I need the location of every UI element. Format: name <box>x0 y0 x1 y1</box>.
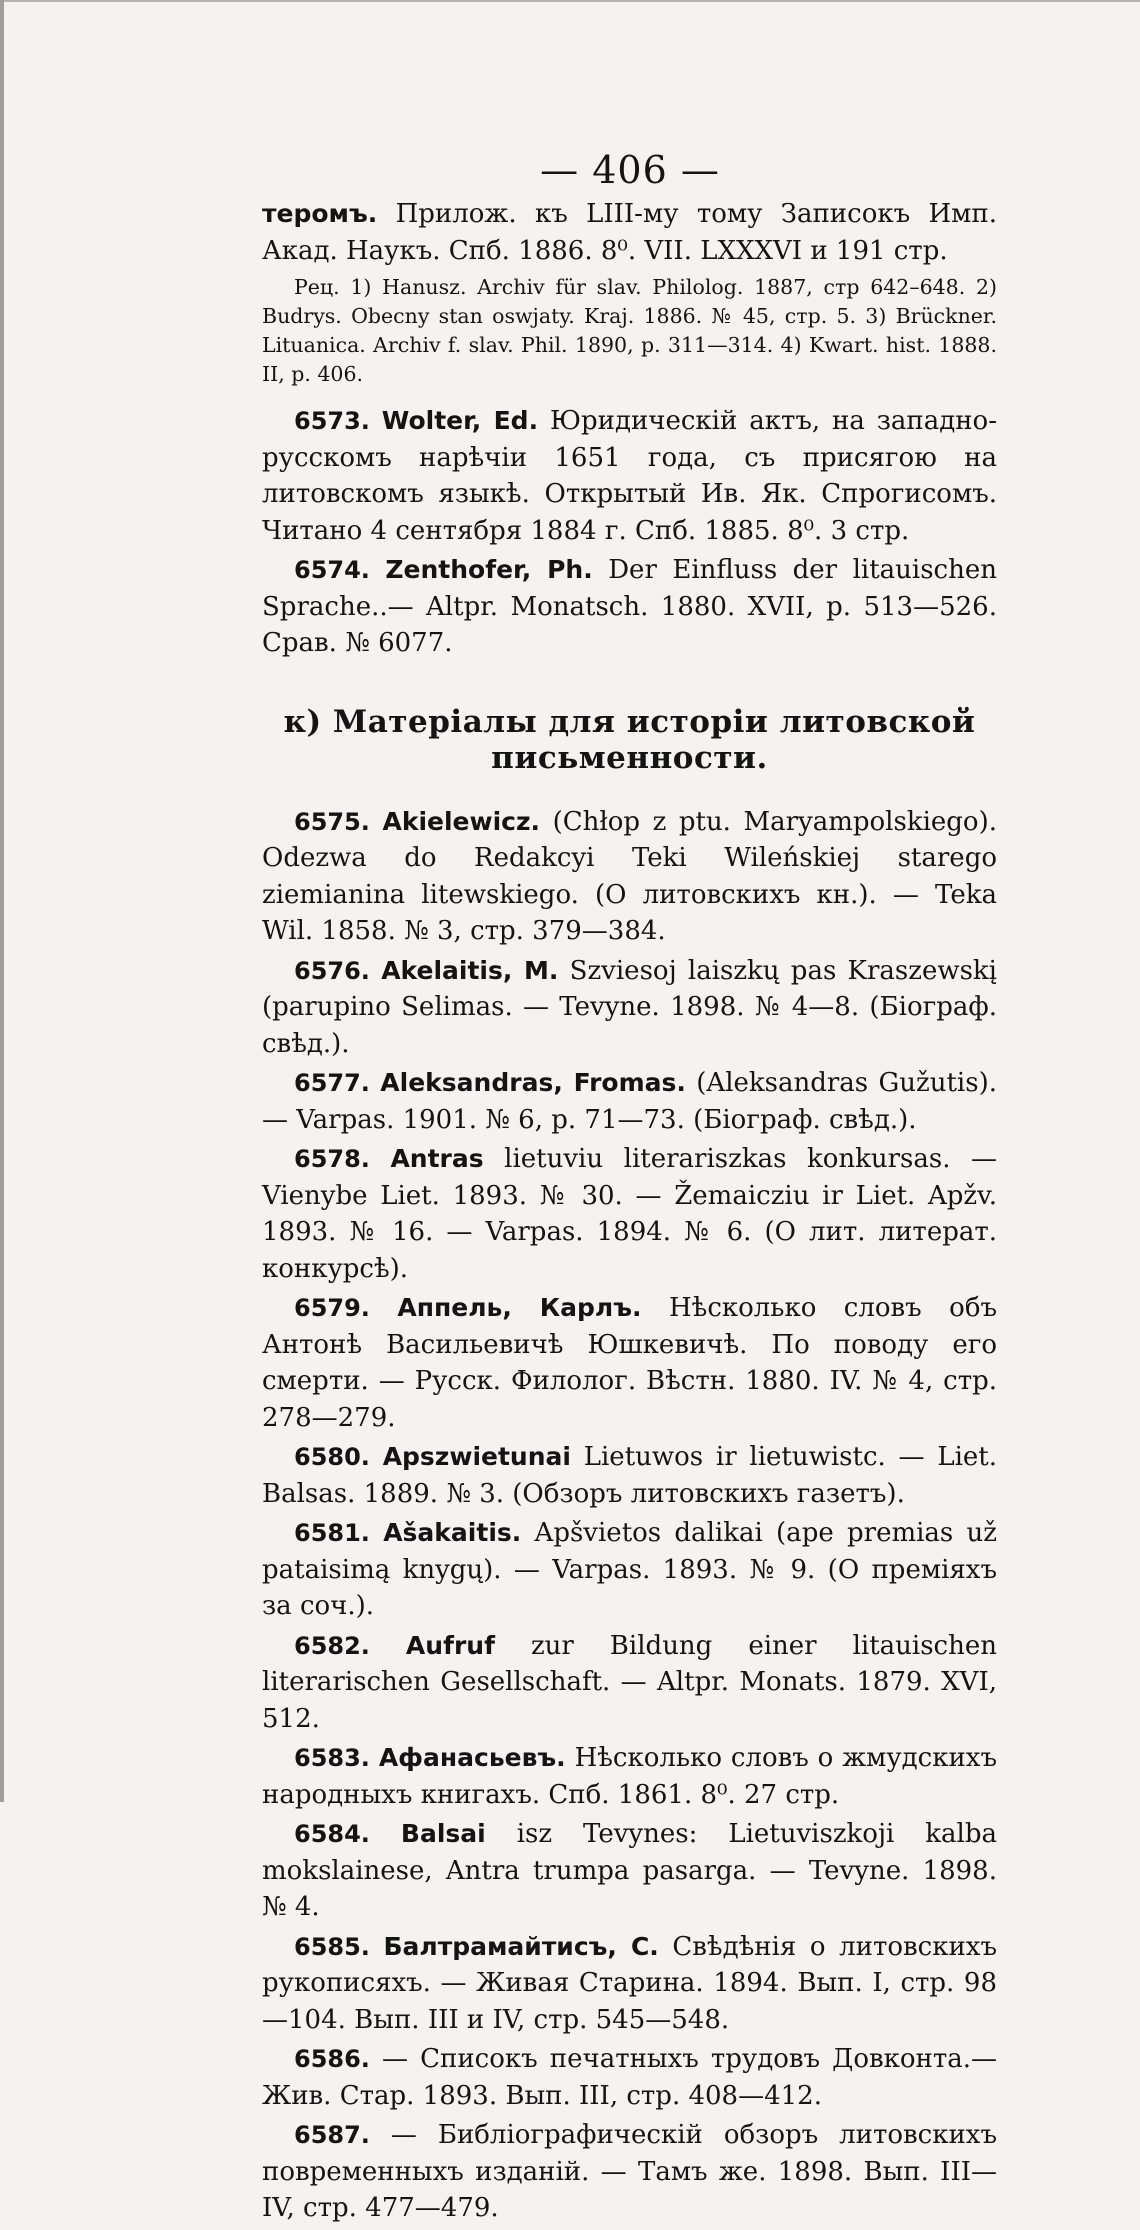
entry-number: 6584. <box>294 1820 370 1848</box>
entry-number: 6587. <box>294 2121 370 2149</box>
entry-6573 <box>262 403 997 549</box>
entry-number: 6579. <box>294 1294 370 1322</box>
entry-number: 6581. <box>294 1519 370 1547</box>
entry-author: Aleksandras, Fromas. <box>380 1068 686 1097</box>
entry-6575 <box>262 804 997 950</box>
entry-text: Der Einfluss der litauischen Sprache..— Altpr. Monatsch. 1880. XVII, p. 513—526. Срав. № 6077. <box>262 555 997 658</box>
entry-6581 <box>262 1515 997 1625</box>
entry-author: Балтрамайтисъ, С. <box>383 1931 659 1961</box>
entry-text: (Aleksandras Gužutis). — Varpas. 1901. № 6, p. 71—73. (Біограф. свѣд.). <box>262 1068 997 1135</box>
entry-author: теромъ. <box>262 199 378 228</box>
entry-text: Прилож. къ LIII-му тому Записокъ Имп. Акад. Наукъ. Спб. 1886. 8⁰. VII. LXXXVI и 191 стр. <box>262 199 997 266</box>
entry-6583 <box>262 1740 997 1813</box>
entry-6587 <box>262 2117 997 2227</box>
entry-text: Szviesoj laiszkų pas Kraszewskį (parupino Selimas. — Tevyne. 1898. № 4—8. (Біограф. свѣд.). <box>262 955 997 1059</box>
entry-author: Apszwietunai <box>382 1442 571 1471</box>
entry-text: (Chłop z ptu. Maryampolskiego). Odezwa do Redakcyi Teki Wileńskiej starego ziemianina litewskiego. (О литовскихъ кн.). — Teka Wil. 1858. № 3, стр. 379—384. <box>262 806 997 946</box>
entry-6574 <box>262 552 997 662</box>
entry-author: Zenthofer, Ph. <box>385 555 593 584</box>
entry-6576 <box>262 953 997 1063</box>
section-heading: к) Матеріалы для исторіи литовской письменности. <box>283 703 976 776</box>
entry-text: lietuviu literariszkas konkursas. — Vienybe Liet. 1893. № 30. — Žemaicziu ir Liet. Apžv. 1893. № 16. — Varpas. 1894. № 6. (О лит. литерат. конкурсѣ). <box>262 1144 997 1284</box>
entry-number: 6574. <box>294 556 370 584</box>
entry-author: Wolter, Ed. <box>381 406 539 435</box>
entry-author: Balsai <box>400 1819 486 1848</box>
entry-text: Нѣсколько словъ о жмудскихъ народныхъ книгахъ. Спб. 1861. 8⁰. 27 стр. <box>262 1743 998 1810</box>
entry-text: — Списокъ печатныхъ трудовъ Довконта.—Жив. Стар. 1893. Вып. III, стр. 408—412. <box>262 2044 997 2111</box>
entry-6584 <box>262 1816 997 1926</box>
entry-number: 6578. <box>294 1145 370 1173</box>
scan-edge <box>0 0 1140 2</box>
entry-text: isz Tevynes: Lietuviszkoji kalba mokslainese, Antra trumpa pasarga. — Tevyne. 1898. № 4. <box>262 1819 998 1922</box>
entry-6582 <box>262 1628 997 1738</box>
entry-6577 <box>262 1065 997 1138</box>
entry-number: 6576. <box>294 956 370 985</box>
entry-6579 <box>262 1290 997 1436</box>
entry-number: 6583. <box>294 1744 370 1772</box>
entry-author: Афанасьевъ. <box>378 1743 566 1772</box>
entries-top-list <box>262 403 997 662</box>
entry-author: Akelaitis, M. <box>381 955 559 985</box>
text-column <box>262 196 997 2230</box>
entry-number: 6580. <box>294 1443 370 1471</box>
entry-author: Ašakaitis. <box>383 1518 522 1547</box>
entry-text: Юридическій актъ, на западно-русскомъ нарѣчіи 1651 года, съ присягою на литовскомъ языкѣ. Открытый Ив. Як. Спрогисомъ. Читано 4 сентября 1884 г. Спб. 1885. 8⁰. 3 стр. <box>262 406 997 546</box>
entry-text: Свѣдѣнія о литовскихъ рукописяхъ. — Живая Старина. 1894. Вып. I, стр. 98—104. Вып. III и IV, стр. 545—548. <box>262 1931 997 2035</box>
entry-6580 <box>262 1439 997 1512</box>
scan-border <box>0 0 4 1802</box>
entry-author: Aufruf <box>405 1630 495 1660</box>
review-note: Рец. 1) Hanusz. Archiv für slav. Philolog. 1887, стр 642–648. 2) Budrys. Obecny stan oswjaty. Kraj. 1886. № 45, стр. 5. 3) Brückner. Lituanica. Archiv f. slav. Phil. 1890, p. 311—314. 4) Kwart. hist. 1888. II, p. 406. <box>262 275 997 386</box>
entry-number: 6575. <box>294 807 370 836</box>
entry-6585 <box>262 1929 997 2039</box>
entry-number: 6586. <box>294 2045 370 2073</box>
entry-number: 6573. <box>294 407 370 435</box>
entries-list <box>262 804 997 2227</box>
entry-6578 <box>262 1141 997 1287</box>
entry-number: 6577. <box>294 1069 370 1097</box>
entry-number: 6582. <box>294 1631 370 1660</box>
entry-text: Lietuwos ir lietuwistc. — Liet. Balsas. 1889. № 3. (Обзоръ литовскихъ газетъ). <box>262 1442 998 1509</box>
entry-6586 <box>262 2041 997 2114</box>
continuation-entry <box>262 196 997 269</box>
entry-author: Akielewicz. <box>382 806 541 836</box>
entry-author: Аппель, Карлъ. <box>397 1293 642 1322</box>
entry-author: Antras <box>390 1144 484 1173</box>
entry-text: zur Bildung einer litauischen literarischen Gesellschaft. — Altpr. Monats. 1879. XVI, 512. <box>262 1630 997 1734</box>
entry-number: 6585. <box>294 1932 370 1961</box>
entry-text: — Библіографическій обзоръ литовскихъ повременныхъ изданій. — Тамъ же. 1898. Вып. III—IV, стр. 477—479. <box>262 2120 997 2223</box>
entry-text: Нѣсколько словъ объ Антонѣ Васильевичѣ Юшкевичѣ. По поводу его смерти. — Русск. Филолог. Вѣстн. 1880. IV. № 4, стр. 278—279. <box>262 1293 998 1433</box>
entry-text: Apšvietos dalikai (ape premias už pataisimą knygų). — Varpas. 1893. № 9. (О преміяхъ за соч.). <box>262 1518 997 1621</box>
page-number: — 406 — <box>540 148 720 192</box>
